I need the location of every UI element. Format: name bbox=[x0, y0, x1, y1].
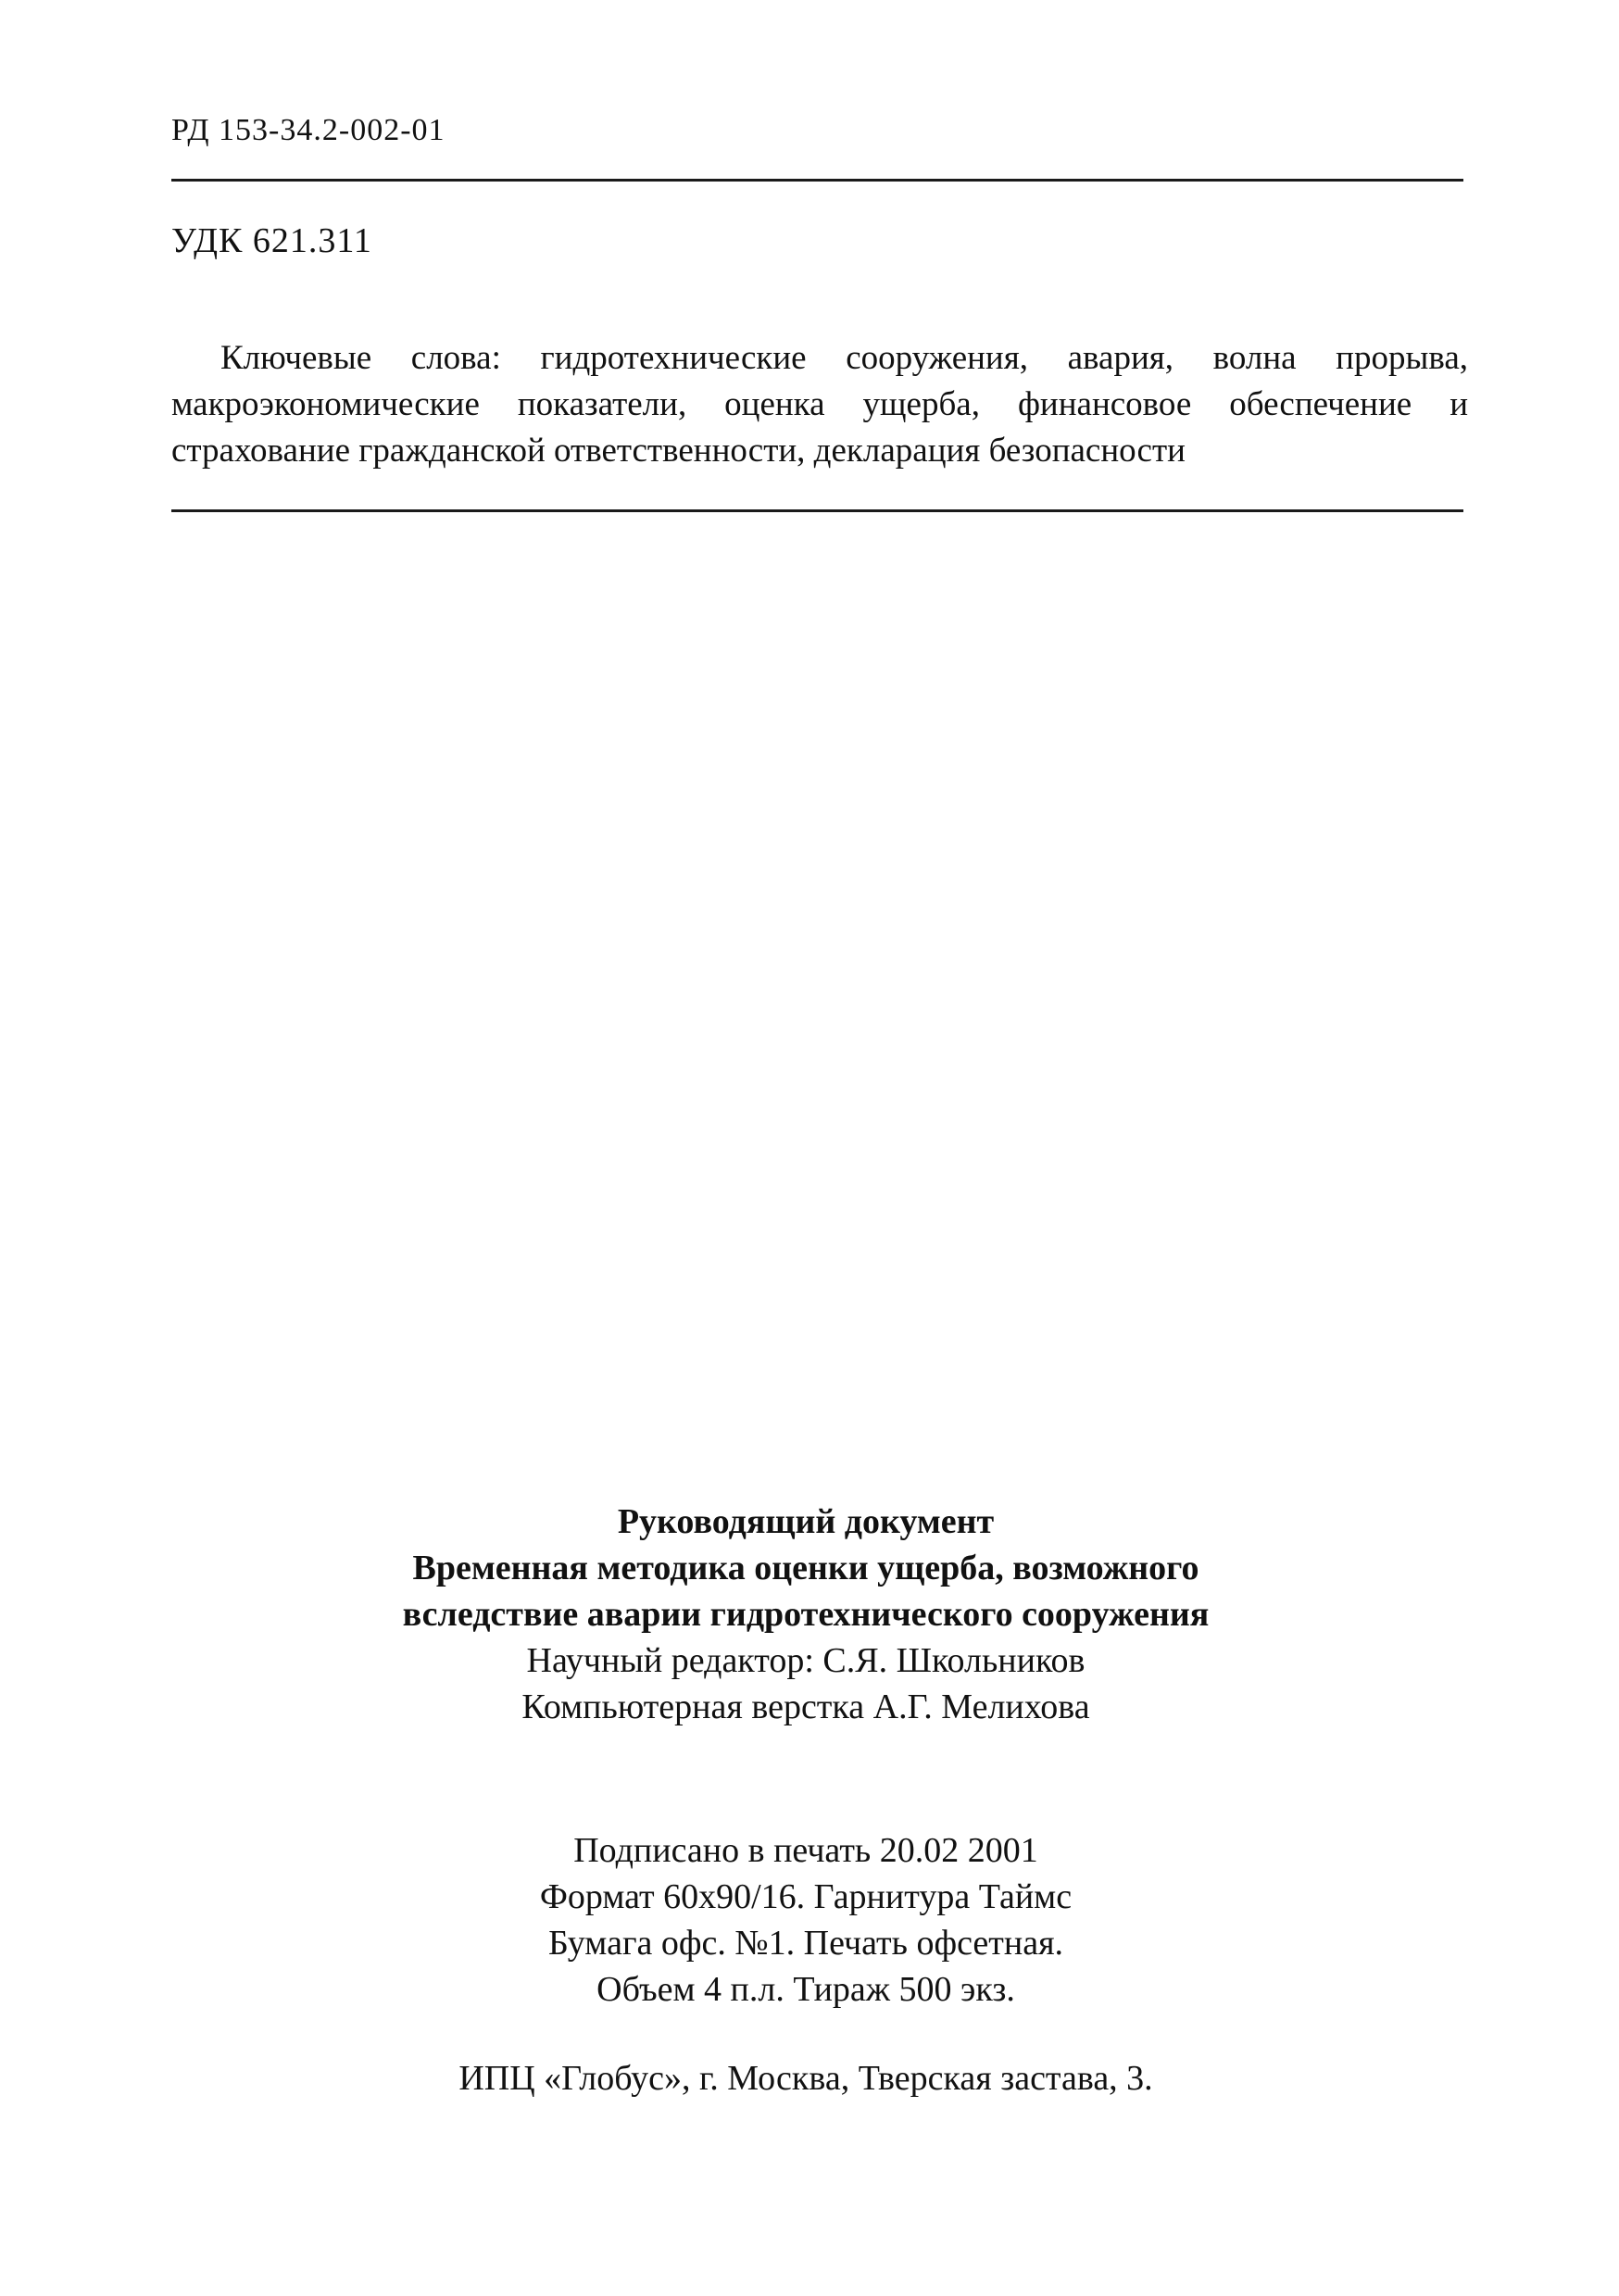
signed-for-print: Подписано в печать 20.02 2001 bbox=[573, 1831, 1038, 1870]
volume-info: Объем 4 п.л. Тираж 500 экз. bbox=[596, 1970, 1015, 2009]
keywords-divider bbox=[171, 509, 1463, 512]
publisher-address: ИПЦ «Глобус», г. Москва, Тверская застава, 3. bbox=[458, 2059, 1153, 2098]
keywords-text: Ключевые слова: гидротехнические сооружения, авария, волна прорыва, макроэкономические показатели, оценка ущерба, финансовое обеспечение и страхование гражданской ответственности, декларация безопасности bbox=[171, 339, 1468, 470]
document-code: РД 153-34.2-002-01 bbox=[171, 113, 446, 147]
title-line-2: вследствие аварии гидротехнического сооружения bbox=[402, 1595, 1210, 1634]
top-divider bbox=[171, 179, 1463, 182]
udk-code: УДК 621.311 bbox=[171, 221, 372, 260]
format-info: Формат 60х90/16. Гарнитура Таймс bbox=[539, 1877, 1073, 1916]
print-info bbox=[278, 1827, 1334, 2013]
computer-layout: Компьютерная верстка А.Г. Мелихова bbox=[521, 1687, 1090, 1726]
title-line-1: Временная методика оценки ущерба, возможного bbox=[412, 1549, 1199, 1587]
scientific-editor: Научный редактор: С.Я. Школьников bbox=[526, 1641, 1086, 1680]
doc-type: Руководящий документ bbox=[617, 1502, 995, 1541]
imprint-credits bbox=[278, 1499, 1334, 1730]
paper-info: Бумага офс. №1. Печать офсетная. bbox=[547, 1924, 1064, 1963]
keywords-block bbox=[171, 335, 1468, 474]
